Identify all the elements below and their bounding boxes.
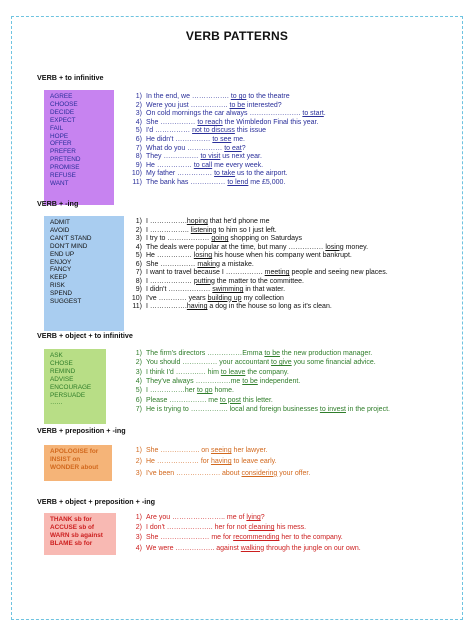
sentence-text <box>146 235 302 242</box>
sentence-underlined: building up <box>207 294 242 302</box>
sentence-post: the new production manager. <box>279 350 373 357</box>
sentence-underlined: lying <box>246 514 261 521</box>
sentence-number: 3) <box>135 235 142 242</box>
word-box-item: SPEND <box>50 290 73 298</box>
word-box-item: CHOSE <box>50 359 73 367</box>
word-box-item: PREFER <box>50 148 76 156</box>
sentence-number: 2) <box>135 524 142 532</box>
sentence-number: 2) <box>135 359 142 367</box>
sentence-number: 1) <box>135 93 142 100</box>
sentence-text <box>146 269 388 276</box>
sentence-text <box>146 286 285 293</box>
word-box-item: FANCY <box>50 266 72 274</box>
sentence-underlined: to go <box>196 387 213 395</box>
word-box-item: KEEP <box>50 274 68 282</box>
sentence-text <box>146 179 285 186</box>
sentence-post: ? <box>241 144 246 152</box>
sentence-post: money. <box>343 243 369 251</box>
sentence-underlined: having <box>186 303 208 310</box>
word-box <box>44 216 124 331</box>
sentence-post: her lawyer. <box>231 447 268 454</box>
sentence-text <box>146 359 376 366</box>
sentence-pre: I've been ………………. about <box>146 469 242 477</box>
sentence-pre: I try to ……………… <box>146 235 212 242</box>
word-box-item: AGREE <box>50 93 73 100</box>
sentence-text <box>146 170 288 177</box>
sentence-text <box>146 406 390 413</box>
sentence-pre: I'd …………… <box>146 127 193 135</box>
sentence-underlined: considering <box>241 469 278 477</box>
sentence-post: his mess. <box>274 524 307 532</box>
sentence-pre: You should …………… your accountant <box>146 359 272 367</box>
sentence-underlined: to see <box>212 136 232 143</box>
word-box-item: REMIND <box>50 367 76 375</box>
word-box-item: THANK sb for <box>50 516 92 523</box>
sentence-text <box>146 127 266 134</box>
word-box <box>44 90 114 205</box>
word-box-item: WONDER about <box>50 463 99 471</box>
sentence-underlined: swimming <box>212 286 244 293</box>
sentence-underlined: hoping <box>186 218 208 225</box>
word-box-item: BLAME sb for <box>50 539 93 547</box>
sentence-underlined: losing <box>325 243 344 251</box>
sentence-number: 8) <box>135 153 142 161</box>
sentence-pre: I've ………… years <box>146 294 208 302</box>
sentence-post: your offer. <box>277 469 311 477</box>
word-box-item: ASK <box>50 352 63 359</box>
sentence-underlined: not to discuss <box>192 127 235 135</box>
sentence-post: a dog in the house so long as it's clean. <box>207 303 332 310</box>
sentence-underlined: walking <box>240 544 265 552</box>
sentence-pre: The bank has …………… <box>146 179 228 186</box>
sentence-underlined: to be <box>264 350 280 357</box>
sentence-underlined: having <box>210 458 232 466</box>
sentence-number: 11) <box>132 179 142 186</box>
word-box-item: WANT <box>50 179 69 187</box>
word-box-item: ENCOURAGE <box>50 383 92 391</box>
sentence-post: the Wimbledon Final this year. <box>222 118 319 126</box>
sentence-text <box>146 350 372 357</box>
sentence-number: 3) <box>135 110 142 118</box>
sentence-number: 4) <box>135 377 142 385</box>
sentence-underlined: to give <box>271 359 292 367</box>
sentence-number: 4) <box>135 118 142 126</box>
sentence-post: the matter to the committee. <box>214 277 304 285</box>
sentence-text <box>146 153 262 160</box>
sentence-underlined: to go <box>230 93 247 100</box>
sentence-text <box>146 387 234 394</box>
sentence-post: shopping on Saturdays <box>228 235 303 242</box>
sentence-number: 2) <box>135 226 142 234</box>
sentence-underlined: to call <box>193 161 213 169</box>
sentence-text <box>146 102 282 109</box>
sentence-post: you some financial advice. <box>291 359 376 367</box>
worksheet-page <box>11 16 463 620</box>
sentence-number: 7) <box>135 144 142 152</box>
sentence-underlined: recommending <box>233 534 280 542</box>
sentence-number: 2) <box>135 101 142 109</box>
sentence-underlined: to leave <box>220 368 246 376</box>
word-box-item: OFFER <box>50 140 72 148</box>
sentence-number: 3) <box>135 469 142 477</box>
word-box-item: ENJOY <box>50 258 72 266</box>
sentence-post: through the jungle on our own. <box>264 544 361 552</box>
sentence-number: 10) <box>131 170 142 178</box>
sentence-post: to leave early. <box>231 458 277 466</box>
word-box-item: RISK <box>50 282 65 290</box>
section-heading: VERB + object + preposition + -ing <box>37 497 156 506</box>
sentence-pre: In the end, we ……………. <box>146 93 231 100</box>
sentence-post: my collection <box>241 294 284 302</box>
word-box-item: CAN'T STAND <box>50 234 92 242</box>
sentence-number: 1) <box>135 350 142 357</box>
section-heading: VERB + to infinitive <box>37 73 104 82</box>
sentence-text <box>146 110 326 117</box>
sentence-number: 4) <box>135 544 142 552</box>
sentence-pre: I …………….. <box>146 226 191 234</box>
sentence-text <box>146 162 263 169</box>
word-box <box>44 349 106 424</box>
sentence-underlined: to visit <box>200 153 221 161</box>
sentence-number: 5) <box>135 387 142 395</box>
word-box-item: ADVISE <box>50 375 74 383</box>
sentence-pre: Please ……………. me <box>146 396 220 404</box>
sentence-post: his house when his company went bankrupt. <box>212 252 352 259</box>
sentence-number: 7) <box>135 269 142 276</box>
sentence-underlined: meeting <box>264 269 290 276</box>
sentence-pre: He ……………… for <box>146 458 211 466</box>
sentence-pre: I ……………. <box>146 218 187 225</box>
sentence-post: to him so I just left. <box>216 226 277 234</box>
sentence-post: us next year. <box>220 153 262 161</box>
sentence-text <box>146 534 343 541</box>
word-box-item: PERSUADE <box>50 391 86 399</box>
sentence-number: 1) <box>135 514 142 521</box>
sentence-text <box>146 295 284 302</box>
sentence-number: 5) <box>135 252 142 259</box>
sentence-post: me. <box>231 136 246 143</box>
sentence-post: independent. <box>257 377 301 385</box>
sentence-underlined: listening <box>190 226 217 234</box>
sentence-pre: He …………… <box>146 252 194 259</box>
word-box-item: …… <box>50 399 63 407</box>
section-heading: VERB + -ing <box>37 199 79 208</box>
word-box-item: DECIDE <box>50 108 75 116</box>
word-box <box>44 445 112 481</box>
section-heading: VERB + object + to infinitive <box>37 331 133 340</box>
sentence-post: a mistake. <box>219 260 254 268</box>
sentence-number: 6) <box>135 260 142 268</box>
sentence-pre: She …………… <box>146 260 198 268</box>
sentence-post: this letter. <box>240 396 273 404</box>
sentence-number: 8) <box>135 277 142 285</box>
sentence-pre: My father …………… <box>146 170 215 178</box>
section-heading: VERB + preposition + -ing <box>37 426 126 435</box>
sentence-text <box>146 303 332 310</box>
sentence-pre: The firm's directors ……………Emma <box>146 350 265 357</box>
sentence-pre: She …………….. on <box>146 447 211 454</box>
sentence-underlined: to invest <box>319 405 346 413</box>
sentence-number: 9) <box>135 286 142 293</box>
sentence-text <box>146 93 290 100</box>
word-box-item: INSIST on <box>50 455 81 463</box>
word-box-item: ADMIT <box>50 219 70 226</box>
sentence-pre: What do you …………… <box>146 144 225 152</box>
sentence-text <box>146 524 306 531</box>
sentence-number: 9) <box>135 161 142 169</box>
sentence-text <box>146 227 277 234</box>
sentence-underlined: making <box>197 260 220 268</box>
sentence-underlined: putting <box>193 277 215 285</box>
sentence-post: in the project. <box>345 405 390 413</box>
sentence-number: 7) <box>135 405 142 413</box>
word-box-item: SUGGEST <box>50 298 82 306</box>
sentence-text <box>146 447 267 454</box>
sentence-text <box>146 145 246 152</box>
word-box-item: WARN sb against <box>50 531 103 539</box>
sentence-text <box>146 136 245 143</box>
sentence-underlined: to eat <box>224 144 242 152</box>
page-title: VERB PATTERNS <box>185 29 289 43</box>
sentence-pre: She ………………… me for <box>146 534 234 542</box>
sentence-number: 10) <box>131 294 142 302</box>
sentence-underlined: cleaning <box>248 524 275 532</box>
sentence-post: this issue <box>234 127 267 135</box>
sentence-number: 5) <box>135 127 142 135</box>
sentence-number: 3) <box>135 534 142 542</box>
sentence-pre: He …………… <box>146 161 194 169</box>
sentence-underlined: to reach <box>197 118 223 126</box>
sentence-post: interested? <box>245 101 282 109</box>
sentence-post: me £5,000. <box>248 179 286 186</box>
sentence-text <box>146 244 368 251</box>
sentence-text <box>146 545 361 552</box>
sentence-number: 4) <box>135 243 142 251</box>
word-box-item: HOPE <box>50 132 69 140</box>
sentence-text <box>146 378 300 385</box>
sentence-underlined: losing <box>193 252 213 259</box>
sentence-pre: They …………… <box>146 153 201 161</box>
sentence-pre: I want to travel because I ……………. <box>146 269 265 276</box>
sentence-pre: She …………… <box>146 118 198 126</box>
sentence-pre: I think I'd ……….… him <box>146 368 221 376</box>
sentence-text <box>146 458 277 465</box>
sentence-pre: He didn't …………… <box>146 136 213 143</box>
sentence-text <box>146 369 289 376</box>
sentence-pre: I ……………… <box>146 277 194 285</box>
sentence-underlined: going <box>211 235 229 242</box>
sentence-text <box>146 470 310 477</box>
sentence-underlined: seeing <box>210 447 232 454</box>
word-box-item: PRETEND <box>50 156 81 164</box>
word-box-item: FAIL <box>50 124 64 132</box>
sentence-post: that he'd phone me <box>207 218 270 225</box>
sentence-pre: Are you ………………….. me of <box>146 514 247 521</box>
sentence-pre: I don't ……………….. her for not <box>146 524 249 532</box>
sentence-pre: He is trying to ……………. local and foreign businesses <box>146 405 320 413</box>
sentence-post: her to the company. <box>279 534 343 542</box>
sentence-number: 1) <box>135 218 142 225</box>
sentence-number: 2) <box>135 458 142 466</box>
sentence-pre: I ……………her <box>146 387 197 395</box>
sentence-underlined: to be <box>242 377 258 385</box>
sentence-pre: We were …………….. against <box>146 544 241 552</box>
sentence-pre: I ……………. <box>146 303 187 310</box>
sentence-number: 3) <box>135 368 142 376</box>
sentence-pre: The deals were popular at the time, but many …………… <box>146 243 326 251</box>
word-box-item: DON'T MIND <box>50 242 88 250</box>
word-box-item: EXPECT <box>50 116 76 124</box>
word-box-item: CHOOSE <box>50 100 78 108</box>
word-box-item: AVOID <box>50 226 70 234</box>
sentence-post: to the theatre <box>246 93 290 100</box>
word-box <box>44 513 116 555</box>
sentence-underlined: to take <box>214 170 236 178</box>
sentence-post: in that water. <box>243 286 286 293</box>
sentence-pre: I didn't ……………… <box>146 286 213 293</box>
sentence-underlined: to post <box>219 396 241 404</box>
sentence-post: us to the airport. <box>235 170 288 178</box>
sentence-number: 11) <box>132 303 142 310</box>
sentence-post: home. <box>212 387 234 395</box>
sentence-underlined: to start <box>302 110 324 118</box>
sentence-pre: On cold mornings the car always …………………. <box>146 110 303 118</box>
sentence-text <box>146 252 352 259</box>
sentence-underlined: to be <box>229 101 246 109</box>
sentence-post: me every week. <box>212 161 264 169</box>
sentence-text <box>146 397 273 404</box>
sentence-post: ? <box>260 514 265 521</box>
sentence-number: 1) <box>135 447 142 454</box>
sentence-text <box>146 261 254 268</box>
sentence-underlined: to lend <box>227 179 249 186</box>
sentence-post: people and seeing new places. <box>289 269 388 276</box>
sentence-text <box>146 278 304 285</box>
sentence-pre: Were you just ……………. <box>146 101 230 109</box>
sentence-post: . <box>323 110 326 118</box>
sentence-text <box>146 218 270 225</box>
sentence-text <box>146 119 318 126</box>
word-box-item: APOLOGISE for <box>50 448 99 455</box>
sentence-number: 6) <box>135 136 142 143</box>
word-box-item: END UP <box>50 250 75 258</box>
sentence-pre: They've always ……………me <box>146 377 243 385</box>
sentence-text <box>146 514 265 521</box>
word-box-item: REFUSE <box>50 172 76 180</box>
word-box-item: ACCUSE sb of <box>50 523 95 531</box>
word-box-item: PROMISE <box>50 164 80 172</box>
sentence-post: the company. <box>245 368 289 376</box>
sentence-number: 6) <box>135 396 142 404</box>
